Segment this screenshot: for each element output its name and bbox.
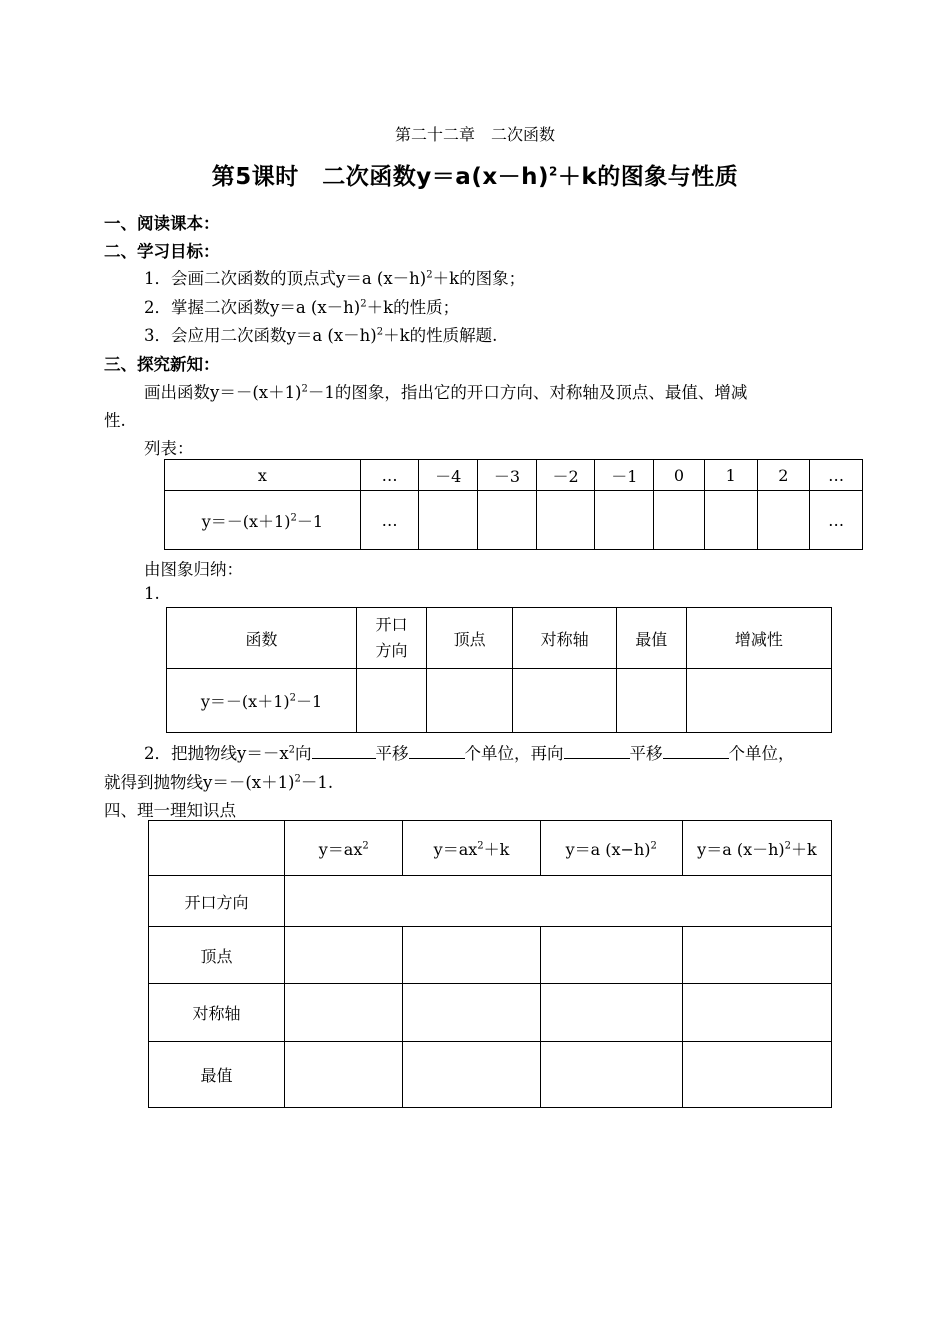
value-table-cell: … xyxy=(360,460,419,491)
summary-row-opening: 开口方向 xyxy=(149,876,285,927)
fill-blank-units-2[interactable] xyxy=(663,757,729,759)
goal-2 xyxy=(144,294,459,318)
item-2-text: 个单位，再向 xyxy=(464,744,564,763)
header-monotonicity: 增减性 xyxy=(686,608,831,669)
y-label: y＝－(x＋1) xyxy=(201,511,291,531)
summary-blank xyxy=(403,927,540,984)
summary-header-sup: 2 xyxy=(362,840,369,852)
summary-blank xyxy=(403,1042,540,1108)
fill-blank-direction-1[interactable] xyxy=(312,757,376,759)
section-summary: 四、理一理知识点 xyxy=(104,801,236,820)
goal-1-sup: 2 xyxy=(426,269,433,281)
properties-blank xyxy=(616,669,686,733)
header-axis: 对称轴 xyxy=(513,608,617,669)
properties-blank xyxy=(357,669,427,733)
value-table-cell: 1 xyxy=(704,460,757,491)
summary-blank xyxy=(403,984,540,1042)
item-2-text: 个单位， xyxy=(728,744,795,763)
summary-blank xyxy=(540,927,682,984)
summary-row-extreme: 最值 xyxy=(149,1042,285,1108)
fill-blank-units-1[interactable] xyxy=(409,757,465,759)
task-sup: 2 xyxy=(301,383,308,395)
header-extreme: 最值 xyxy=(616,608,686,669)
title-superscript: 2 xyxy=(549,164,558,179)
properties-table xyxy=(166,607,832,733)
value-table-cell: －2 xyxy=(536,460,595,491)
item-2-sup: 2 xyxy=(288,744,295,756)
list-label: 列表： xyxy=(144,439,194,458)
y-label-sup: 2 xyxy=(290,512,297,524)
section-explore: 三、探究新知： xyxy=(104,355,220,374)
summary-blank xyxy=(285,984,403,1042)
summary-corner xyxy=(149,821,285,876)
section-reading: 一、阅读课本： xyxy=(104,214,220,233)
summary-header-text: ＋k xyxy=(483,839,510,859)
value-table-blank xyxy=(757,491,810,550)
task-continuation: 性. xyxy=(104,411,126,430)
summary-header-text: ＋k xyxy=(791,839,817,859)
properties-blank xyxy=(686,669,831,733)
summary-blank xyxy=(285,1042,403,1108)
function-text-end: －1 xyxy=(296,692,323,711)
summary-blank xyxy=(285,927,403,984)
goal-3 xyxy=(144,322,497,346)
summary-header-sup: 2 xyxy=(477,840,484,852)
summary-blank xyxy=(540,1042,682,1108)
summary-header-2 xyxy=(403,821,540,876)
fill-blank-direction-2[interactable] xyxy=(564,757,630,759)
task-text: 画出函数y＝－(x＋1) xyxy=(144,383,302,402)
goal-3-sup: 2 xyxy=(376,326,384,338)
value-table-blank xyxy=(419,491,478,550)
induce-label: 由图象归纳： xyxy=(144,560,243,579)
summary-header-text: y＝ax xyxy=(433,839,478,859)
title-suffix: ＋k的图象与性质 xyxy=(557,164,739,190)
value-table-y-header xyxy=(165,491,361,550)
value-table-cell: －1 xyxy=(595,460,654,491)
value-table-blank xyxy=(478,491,537,550)
task-statement xyxy=(144,379,747,403)
summary-header-3 xyxy=(540,821,682,876)
title-prefix: 第5课时 二次函数y＝a(x－h) xyxy=(211,164,550,190)
lesson-title xyxy=(0,158,950,191)
goal-1-text: 1．会画二次函数的顶点式y＝a (x－h) xyxy=(144,269,427,288)
summary-header-text: y＝a (x−h) xyxy=(565,839,651,859)
summary-table xyxy=(148,820,832,1108)
value-table-cell: －4 xyxy=(419,460,478,491)
function-text: y＝－(x＋1) xyxy=(200,692,290,711)
summary-blank xyxy=(682,927,831,984)
goal-3-text: 3．会应用二次函数y＝a (x－h) xyxy=(144,326,377,345)
value-table-cell: … xyxy=(360,491,419,550)
header-opening-direction: 开口 方向 xyxy=(357,608,427,669)
task-text-end: －1的图象，指出它的开口方向、对称轴及顶点、最值、增减 xyxy=(307,383,748,402)
summary-blank xyxy=(540,984,682,1042)
function-cell xyxy=(167,669,357,733)
summary-blank xyxy=(682,1042,831,1108)
item-1-label: 1. xyxy=(144,584,160,603)
item-2-text: 平移 xyxy=(375,744,409,763)
item-2-text: 就得到抛物线y＝－(x＋1) xyxy=(104,773,295,792)
value-table-cell: －3 xyxy=(478,460,537,491)
goal-1 xyxy=(144,265,525,289)
item-2-line-1 xyxy=(144,740,795,764)
value-table-blank xyxy=(704,491,757,550)
summary-header-sup: 2 xyxy=(650,840,657,852)
summary-header-4 xyxy=(682,821,831,876)
properties-blank xyxy=(426,669,513,733)
goal-2-text-end: ＋k的性质； xyxy=(366,298,460,317)
value-table-blank xyxy=(536,491,595,550)
item-2-text: 向 xyxy=(295,744,312,763)
summary-blank-merged xyxy=(285,876,832,927)
summary-header-sup: 2 xyxy=(784,840,792,852)
item-2-text: 2．把抛物线y＝－x xyxy=(144,744,289,763)
value-table-cell: … xyxy=(810,491,863,550)
value-table-blank xyxy=(654,491,705,550)
summary-header-text: y＝a (x－h) xyxy=(697,839,785,859)
goal-1-text-end: ＋k的图象； xyxy=(432,269,526,288)
summary-row-axis: 对称轴 xyxy=(149,984,285,1042)
goal-2-text: 2．掌握二次函数y＝a (x－h) xyxy=(144,298,361,317)
section-goals: 二、学习目标： xyxy=(104,242,220,261)
header-function: 函数 xyxy=(167,608,357,669)
value-table-cell: … xyxy=(810,460,863,491)
value-table-blank xyxy=(595,491,654,550)
header-vertex: 顶点 xyxy=(426,608,513,669)
item-2-text: 平移 xyxy=(629,744,663,763)
item-2-line-2 xyxy=(104,769,333,793)
y-label-end: －1 xyxy=(296,511,323,531)
summary-blank xyxy=(682,984,831,1042)
value-table xyxy=(164,459,863,550)
summary-header-text: y＝ax xyxy=(318,839,363,859)
value-table-cell: 2 xyxy=(757,460,810,491)
properties-blank xyxy=(513,669,617,733)
value-table-cell: 0 xyxy=(654,460,705,491)
summary-header-1 xyxy=(285,821,403,876)
goal-2-sup: 2 xyxy=(360,298,367,310)
function-sup: 2 xyxy=(289,692,296,704)
item-2-sup: 2 xyxy=(294,773,301,785)
goal-3-text-end: ＋k的性质解题. xyxy=(383,326,498,345)
summary-row-vertex: 顶点 xyxy=(149,927,285,984)
chapter-heading: 第二十二章 二次函数 xyxy=(394,125,555,144)
item-2-text: －1. xyxy=(300,773,334,792)
value-table-x-header: x xyxy=(165,460,361,491)
